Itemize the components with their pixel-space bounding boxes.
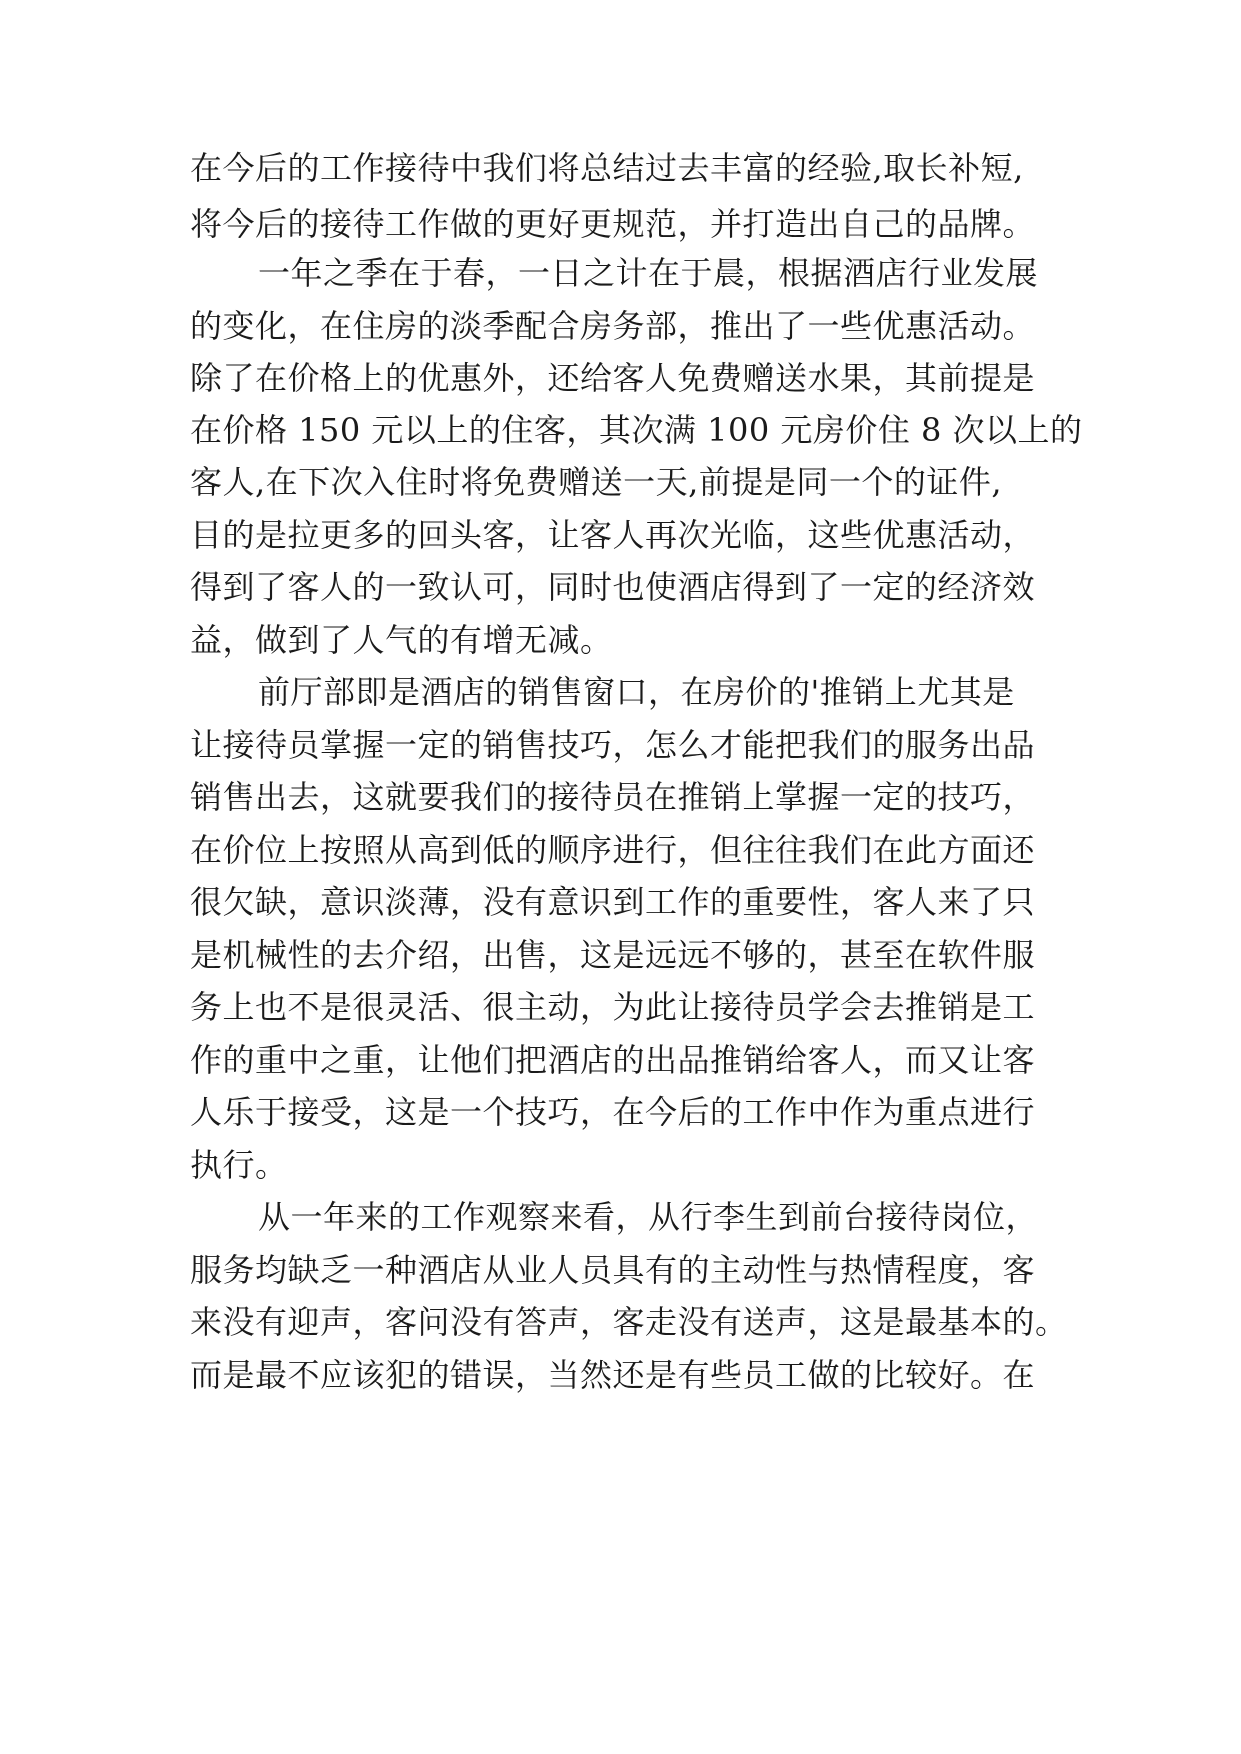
text-line: 让接待员掌握一定的销售技巧，怎么才能把我们的服务出品: [190, 726, 1036, 764]
text-line: 来没有迎声，客问没有答声，客走没有送声，这是最基本的。: [190, 1303, 1068, 1341]
text-line: 在今后的工作接待中我们将总结过去丰富的经验,取长补短,: [190, 149, 1024, 187]
paragraph-start-line: 一年之季在于春，一日之计在于晨，根据酒店行业发展: [258, 254, 1039, 292]
paragraph-start-line: 前厅部即是酒店的销售窗口，在房价的'推销上尤其是: [258, 673, 1015, 711]
text-line: 很欠缺，意识淡薄，没有意识到工作的重要性，客人来了只: [190, 883, 1036, 921]
text-line: 是机械性的去介绍，出售，这是远远不够的，甚至在软件服: [190, 936, 1036, 974]
text-line: 客人,在下次入住时将免费赠送一天,前提是同一个的证件,: [190, 463, 1003, 501]
text-line: 人乐于接受，这是一个技巧，在今后的工作中作为重点进行: [190, 1093, 1036, 1131]
text-line: 得到了客人的一致认可，同时也使酒店得到了一定的经济效: [190, 568, 1036, 606]
text-line: 目的是拉更多的回头客，让客人再次光临，这些优惠活动，: [190, 516, 1036, 554]
text-line: 务上也不是很灵活、很主动，为此让接待员学会去推销是工: [190, 988, 1036, 1026]
text-line: 在价格 150 元以上的住客，其次满 100 元房价住 8 次以上的: [190, 411, 1083, 449]
text-line: 的变化，在住房的淡季配合房务部，推出了一些优惠活动。: [190, 307, 1036, 345]
text-line: 将今后的接待工作做的更好更规范，并打造出自己的品牌。: [190, 205, 1036, 243]
text-line: 服务均缺乏一种酒店从业人员具有的主动性与热情程度，客: [190, 1251, 1036, 1289]
text-line: 作的重中之重，让他们把酒店的出品推销给客人，而又让客: [190, 1041, 1036, 1079]
text-line: 益，做到了人气的有增无减。: [190, 621, 613, 659]
text-line: 在价位上按照从高到低的顺序进行，但往往我们在此方面还: [190, 831, 1036, 869]
paragraph-start-line: 从一年来的工作观察来看，从行李生到前台接待岗位，: [258, 1198, 1039, 1236]
text-line: 销售出去，这就要我们的接待员在推销上掌握一定的技巧，: [190, 778, 1036, 816]
text-line: 执行。: [190, 1146, 288, 1184]
text-line: 而是最不应该犯的错误，当然还是有些员工做的比较好。在: [190, 1356, 1036, 1394]
text-line: 除了在价格上的优惠外，还给客人免费赠送水果，其前提是: [190, 359, 1036, 397]
